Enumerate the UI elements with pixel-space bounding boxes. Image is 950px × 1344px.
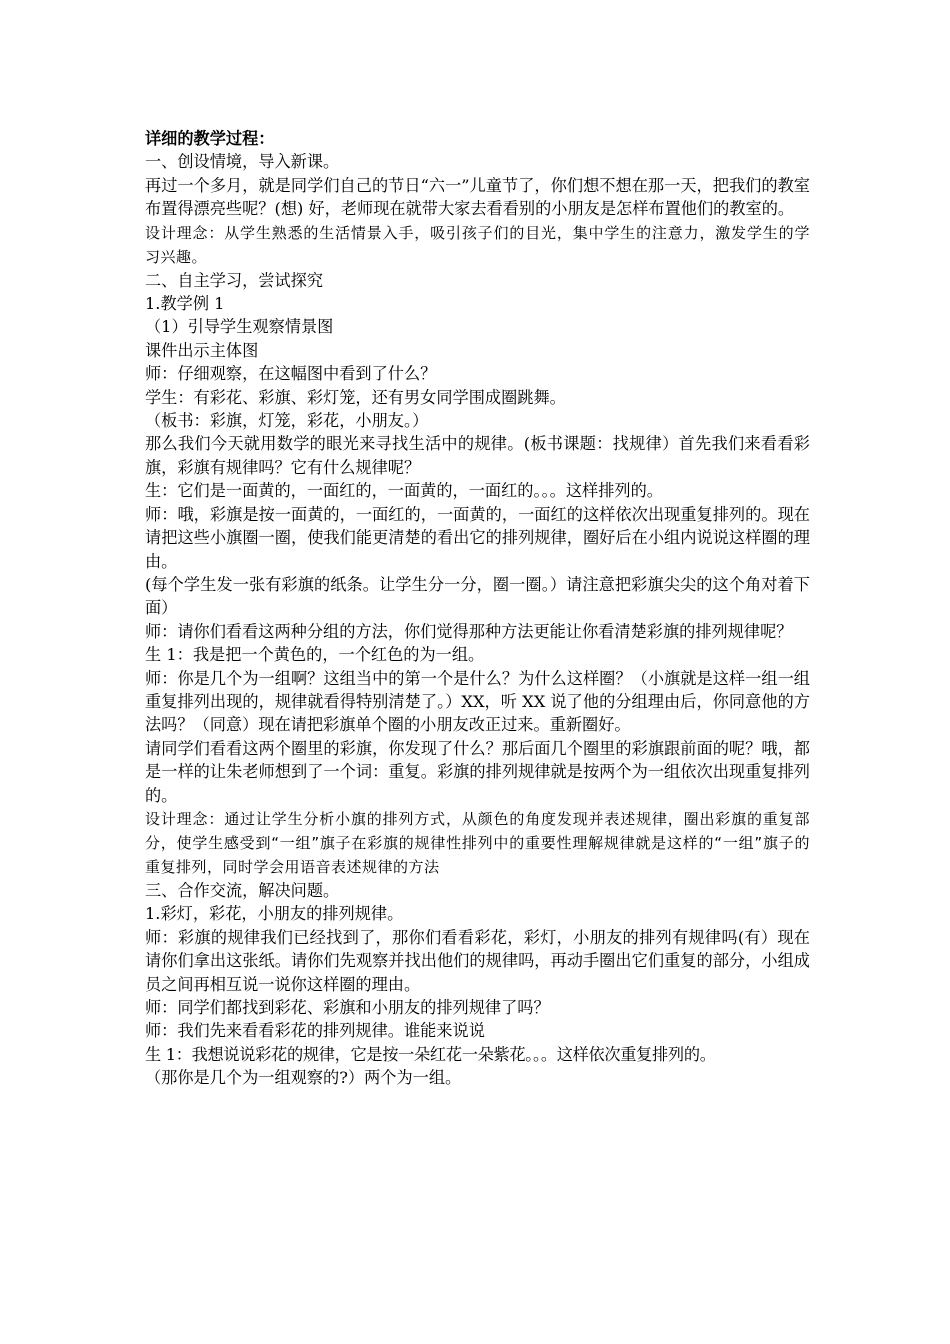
paragraph: 课件出示主体图: [145, 340, 259, 360]
section-heading-1: 一、创设情境，导入新课。: [145, 152, 340, 172]
design-note: 设计理念：从学生熟悉的生活情景入手，吸引孩子们的目光，集中学生的注意力，激发学生的学习兴趣。: [145, 223, 810, 266]
paragraph: 师：哦，彩旗是按一面黄的，一面红的，一面黄的，一面红的这样依次出现重复排列的。现在请把这些小旗圈一圈，使我们能更清楚的看出它的排列规律，圈好后在小组内说说这样圈的理由。: [145, 504, 810, 571]
paragraph: (每个学生发一张有彩旗的纸条。让学生分一分，圈一圈。）请注意把彩旗尖尖的这个角对着下面）: [145, 574, 810, 618]
paragraph: 1.教学例 1: [145, 294, 225, 314]
paragraph: （1）引导学生观察情景图: [145, 317, 334, 337]
paragraph: 师：你是几个为一组啊？这组当中的第一个是什么？为什么这样圈？（小旗就是这样一组一组重复排列出现的，规律就看得特别清楚了。）XX，听 XX 说了他的分组理由后，你同意他的方法吗？（同意）现在请把彩旗单个圈的小朋友改正过来。重新圈好。: [145, 668, 810, 735]
design-note: 设计理念：通过让学生分析小旗的排列方式，从颜色的角度发现并表述规律，圈出彩旗的重复部分，使学生感受到“一组”旗子在彩旗的规律性排列中的重要性理解规律就是这样的“一组”旗子的重复排列，同时学会用语音表述规律的方法: [145, 809, 810, 876]
paragraph: 生 1：我是把一个黄色的，一个红色的为一组。: [145, 645, 485, 665]
paragraph: 学生：有彩花、彩旗、彩灯笼，还有男女同学围成圈跳舞。: [145, 387, 566, 407]
paragraph: 生 1：我想说说彩花的规律，它是按一朵红花一朵紫花。。。这样依次重复排列的。: [145, 1044, 716, 1064]
document-title: 详细的教学过程：: [145, 129, 275, 148]
paragraph: 那么我们今天就用数学的眼光来寻找生活中的规律。(板书课题：找规律）首先我们来看看彩旗，彩旗有规律吗？它有什么规律呢？: [145, 434, 810, 477]
paragraph: 生：它们是一面黄的，一面红的，一面黄的，一面红的。。。这样排列的。: [145, 481, 663, 501]
paragraph: 师：我们先来看看彩花的排列规律。谁能来说说: [145, 1021, 485, 1041]
paragraph: 师：彩旗的规律我们已经找到了，那你们看看彩花，彩灯，小朋友的排列有规律吗(有）现在请你们拿出这张纸。请你们先观察并找出他们的规律吗，再动手圈出它们重复的部分，小组成员之间再相互说一说你这样圈的理由。: [145, 927, 810, 994]
paragraph: 再过一个多月，就是同学们自己的节日“六一”儿童节了，你们想不想在那一天，把我们的教室布置得漂亮些呢？(想) 好，老师现在就带大家去看看别的小朋友是怎样布置他们的教室的。: [145, 175, 810, 219]
paragraph: （板书：彩旗，灯笼，彩花，小朋友。）: [145, 411, 429, 431]
paragraph: 请同学们看看这两个圈里的彩旗，你发现了什么？那后面几个圈里的彩旗跟前面的呢？哦，都是一样的让朱老师想到了一个词：重复。彩旗的排列规律就是按两个为一组依次出现重复排列的。: [145, 738, 810, 805]
document-body: [145, 127, 810, 1090]
section-heading-3: 三、合作交流，解决问题。: [145, 880, 340, 900]
paragraph: 师：同学们都找到彩花、彩旗和小朋友的排列规律了吗？: [145, 998, 550, 1017]
paragraph: 师：仔细观察，在这幅图中看到了什么？: [145, 364, 437, 384]
paragraph: 师：请你们看看这两种分组的方法，你们觉得那种方法更能让你看清楚彩旗的排列规律呢？: [145, 621, 793, 641]
paragraph: （那你是几个为一组观察的?）两个为一组。: [145, 1068, 462, 1088]
section-heading-2: 二、自主学习，尝试探究: [145, 270, 324, 290]
paragraph: 1.彩灯，彩花，小朋友的排列规律。: [145, 904, 404, 924]
